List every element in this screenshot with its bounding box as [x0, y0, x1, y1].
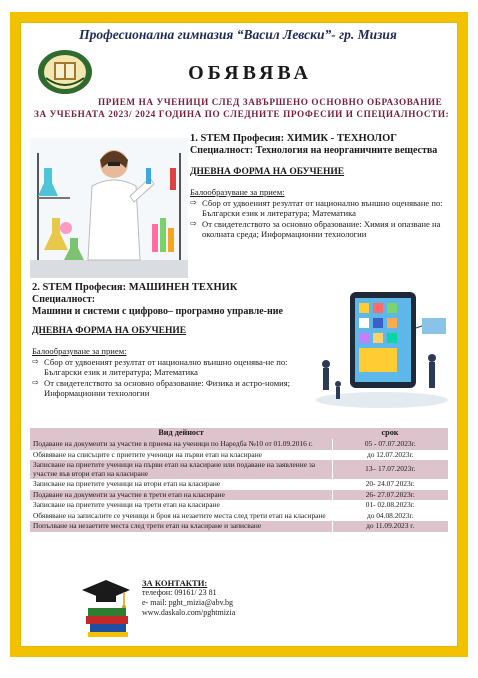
table-row: Попълване на незаетите места след трети етап на класиране и записване до 11.09.2023 г.	[30, 521, 448, 532]
intro-text: ПРИЕМ НА УЧЕНИЦИ СЛЕД ЗАВЪРШЕНО ОСНОВНО ОБРАЗОВАНИЕ ЗА УЧЕБНАТА 2023/ 2024 ГОДИНА ПО СЛЕДНИТЕ ПРОФЕСИИ И СПЕЦИАЛНОСТИ:	[34, 97, 450, 119]
table-row: Записване на приетите ученици на първи етап на класиране или подаване на заявление за участие във втори етап на класиране 13– 17.07.2023г.	[30, 460, 448, 479]
contacts-heading: ЗА КОНТАКТИ:	[142, 578, 208, 588]
contacts-website[interactable]: www.daskalo.com/pghtmizia	[142, 608, 236, 617]
technology-illustration	[312, 288, 452, 410]
profession-1	[190, 133, 458, 239]
column-header-deadline: срок	[332, 428, 448, 439]
profession-2-form: ДНЕВНА ФОРМА НА ОБУЧЕНИЕ	[32, 326, 187, 336]
schedule-table	[30, 428, 448, 532]
list-item: ⇨ От свидетелството за основно образование: Химия и опазване на околната среда; Информационни технологии	[190, 218, 441, 239]
arrow-icon: ⇨	[190, 218, 197, 228]
arrow-icon: ⇨	[32, 378, 39, 387]
school-logo	[36, 48, 94, 96]
contacts-phone: телефон: 09161/ 23 81	[142, 588, 217, 597]
table-row: Записване на приетите ученици на трети етап на класиране 01- 02.08.2023г.	[30, 500, 448, 511]
column-header-activity: Вид дейност	[30, 428, 332, 439]
contacts-email[interactable]: e- mail: pght_mizia@abv.bg	[142, 598, 234, 607]
table-row: Обявяване на списъците с приетите ученици на първи етап на класиране до 12.07.2023г.	[30, 450, 448, 461]
arrow-icon: ⇨	[190, 197, 197, 207]
list-item: ⇨ От свидетелството за основно образование: Физика и астро-номия; Информационни технологии	[32, 378, 291, 398]
profession-2-requirements	[32, 357, 314, 398]
profession-2-specialty-label: Специалност:	[32, 294, 96, 305]
profession-1-scoring-label: Балообразуване за прием:	[190, 186, 285, 197]
announce-heading: ОБЯВЯВА	[188, 62, 312, 84]
table-row: Подаване на документи за участие в приема на ученици по Наредба №10 от 01.09.2016 г. 05 - 07.07.2023г.	[30, 439, 448, 450]
profession-2	[32, 282, 314, 398]
profession-1-form: ДНЕВНА ФОРМА НА ОБУЧЕНИЕ	[190, 166, 345, 177]
profession-1-title: 1. STEM Професия: ХИМИК - ТЕХНОЛОГ	[190, 133, 397, 144]
arrow-icon: ⇨	[32, 357, 39, 366]
profession-1-specialty: Специалност: Технология на неорганичните вещества	[190, 145, 438, 156]
profession-2-title: 2. STEM Професия: МАШИНЕН ТЕХНИК	[32, 282, 238, 293]
profession-1-requirements	[190, 198, 458, 239]
school-name: Професионална гимназия “Васил Левски”- гр. Мизия	[79, 27, 397, 42]
list-item: ⇨ Сбор от удвоеният резултат от национално външно оценява-не по: Български език и литература; Математика	[32, 357, 288, 377]
graduation-cap-books-illustration	[78, 576, 134, 638]
profession-2-specialty: Машини и системи с цифрово– програмно управле-ние	[32, 305, 283, 317]
profession-2-scoring-label: Балообразуване за прием:	[32, 346, 127, 356]
table-row: Обявяване на записалите се ученици и броя на незаетите места след трети етап на класиране до 04.08.2023г.	[30, 511, 448, 522]
contacts-block	[142, 578, 342, 618]
table-row: Подаване на документи за участие в трети етап на класиране 26- 27.07.2023г.	[30, 490, 448, 501]
table-row: Записване на приетите ученици на втори етап на класиране 20- 24.07.2023г.	[30, 479, 448, 490]
scientist-illustration	[30, 138, 188, 278]
list-item: ⇨ Сбор от удвоеният резултат от национално външно оценяване по: Български език и литература; Математика	[190, 197, 443, 218]
